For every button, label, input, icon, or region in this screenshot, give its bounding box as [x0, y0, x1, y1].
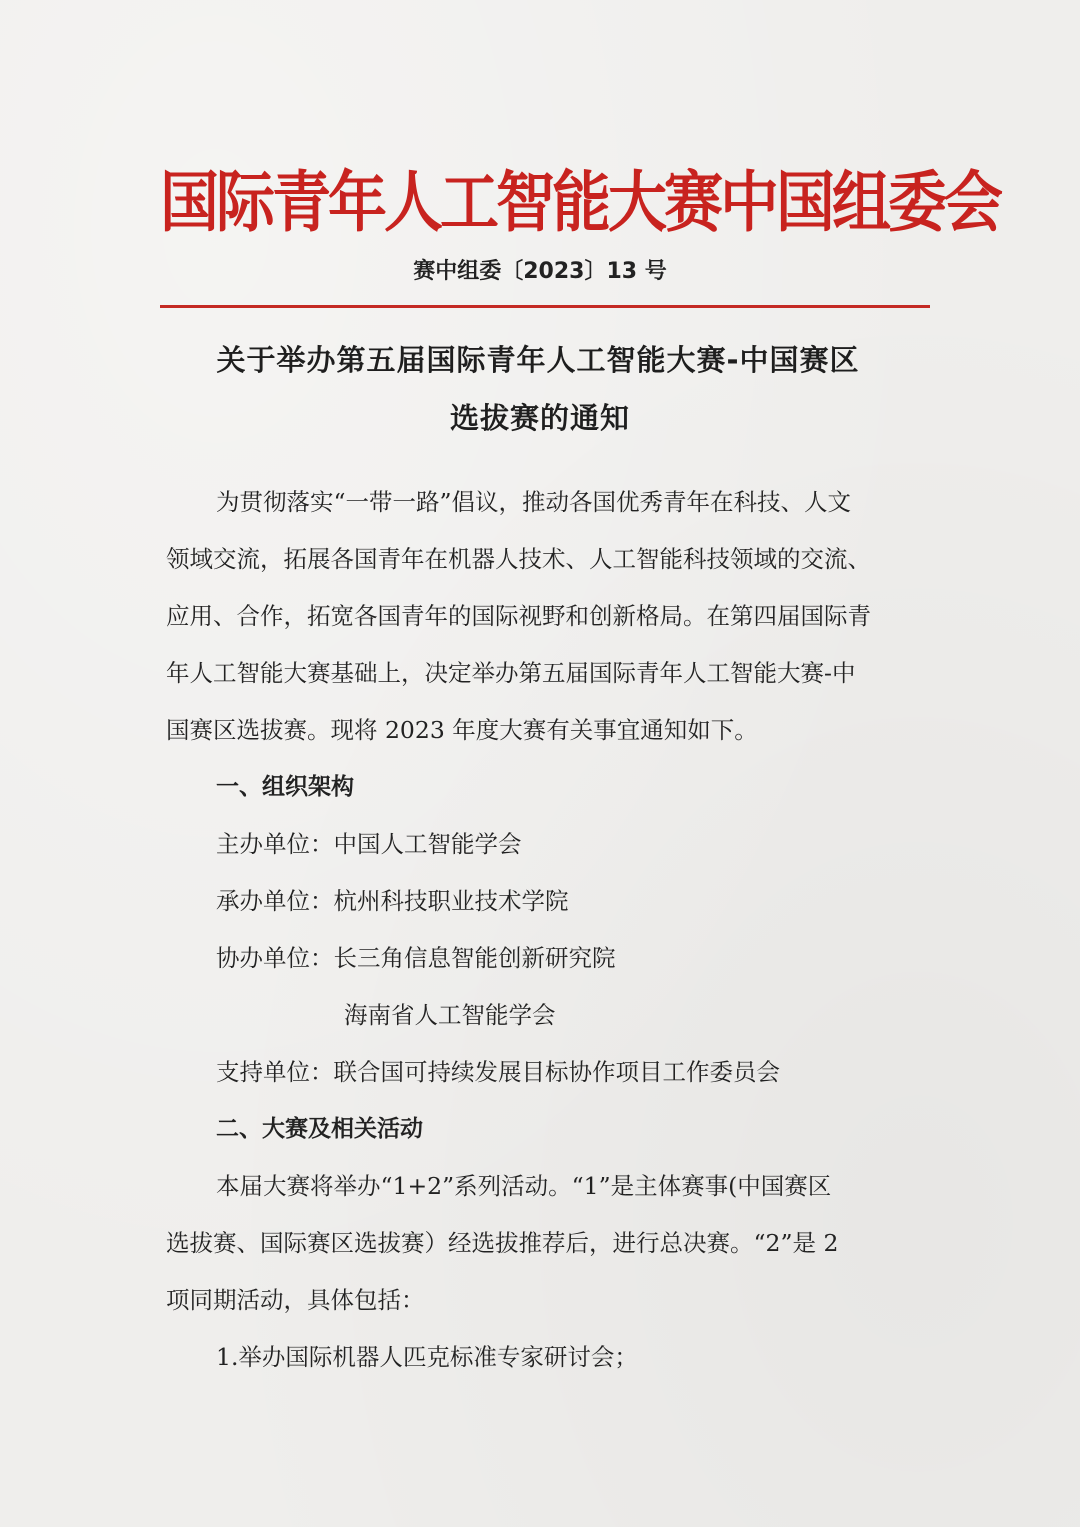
section-1-heading: 一、组织架构: [216, 774, 354, 800]
intro-line-4: 年人工智能大赛基础上，决定举办第五届国际青年人工智能大赛-中: [166, 659, 856, 687]
section-2-heading: 二、大赛及相关活动: [216, 1116, 423, 1142]
supporting-unit: 支持单位：联合国可持续发展目标协作项目工作委员会: [216, 1058, 780, 1086]
section-2-line-1: 本届大赛将举办“1+2”系列活动。“1”是主体赛事(中国赛区: [216, 1172, 832, 1200]
intro-line-1: 为贯彻落实“一带一路”倡议，推动各国优秀青年在科技、人文: [216, 488, 852, 516]
intro-line-3: 应用、合作，拓宽各国青年的国际视野和创新格局。在第四届国际青: [166, 602, 871, 630]
co-organizer-unit-2: 海南省人工智能学会: [344, 1001, 556, 1029]
section-2-item-1: 1.举办国际机器人匹克标准专家研讨会；: [216, 1343, 638, 1371]
intro-line-2: 领域交流，拓展各国青年在机器人技术、人工智能科技领域的交流、: [166, 545, 871, 573]
section-2-line-3: 项同期活动，具体包括：: [166, 1286, 425, 1314]
section-2-line-2: 选拔赛、国际赛区选拔赛）经选拔推荐后，进行总决赛。“2”是 2: [166, 1229, 839, 1257]
organizer-unit: 承办单位：杭州科技职业技术学院: [216, 887, 569, 915]
red-divider: [160, 305, 930, 308]
host-unit: 主办单位：中国人工智能学会: [216, 830, 522, 858]
document-number: 赛中组委〔2023〕13 号: [413, 259, 667, 284]
co-organizer-unit: 协办单位：长三角信息智能创新研究院: [216, 944, 616, 972]
notice-title-line-2: 选拔赛的通知: [449, 401, 630, 435]
intro-line-5: 国赛区选拔赛。现将 2023 年度大赛有关事宜通知如下。: [166, 716, 758, 744]
notice-title-line-1: 关于举办第五届国际青年人工智能大赛-中国赛区: [216, 343, 860, 377]
org-title: 国际青年人工智能大赛中国组委会: [160, 163, 1001, 241]
